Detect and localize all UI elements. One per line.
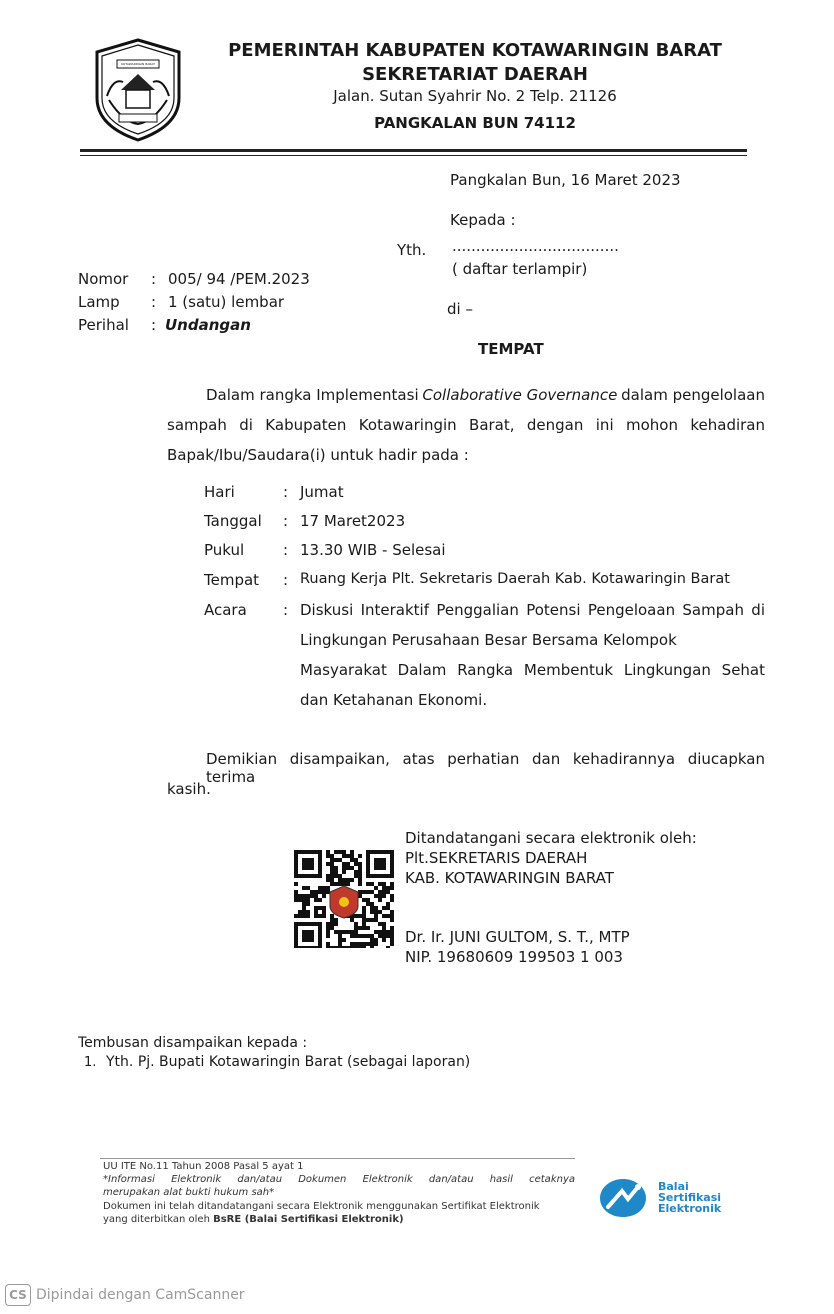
recipient-di: di – xyxy=(447,300,473,318)
signature-position: Plt.SEKRETARIS DAERAH xyxy=(405,849,588,867)
detail-pukul-label: Pukul xyxy=(204,541,245,559)
detail-acara-cont-3: dan Ketahanan Ekonomi. xyxy=(300,691,488,709)
letterhead-address: Jalan. Sutan Syahrir No. 2 Telp. 21126 xyxy=(333,87,617,105)
detail-tempat-sep: : xyxy=(283,571,289,589)
footer-law: UU ITE No.11 Tahun 2008 Pasal 5 ayat 1 xyxy=(103,1161,304,1172)
detail-tempat-value: Ruang Kerja Plt. Sekretaris Daerah Kab. Kotawaringin Barat xyxy=(300,571,730,587)
letterhead-secretariat: SEKRETARIAT DAERAH xyxy=(362,64,588,85)
footer-signed-note: Dokumen ini telah ditandatangani secara Elektronik menggunakan Sertifikat Elektronik xyxy=(103,1201,540,1212)
body-para1-line3: Bapak/Ibu/Saudara(i) untuk hadir pada : xyxy=(167,446,469,464)
signature-signed-by: Ditandatangani secara elektronik oleh: xyxy=(405,829,697,847)
recipient-tempat: TEMPAT xyxy=(478,340,544,358)
detail-hari-label: Hari xyxy=(204,483,235,501)
detail-acara-sep: : xyxy=(283,601,289,619)
detail-hari-value: Jumat xyxy=(300,483,344,501)
detail-acara-cont-1: Lingkungan Perusahaan Besar Bersama Kelompok xyxy=(300,631,677,649)
meta-nomor-value: 005/ 94 /PEM.2023 xyxy=(168,270,310,288)
signature-qr-code xyxy=(294,850,394,948)
footer-rule xyxy=(100,1158,575,1159)
logo-banner-text: KOTAWARINGIN BARAT xyxy=(121,62,155,66)
footer-italic-1: *Informasi Elektronik dan/atau Dokumen Elektronik dan/atau hasil cetaknya xyxy=(103,1174,575,1185)
detail-hari-sep: : xyxy=(283,483,289,501)
bsre-logo xyxy=(598,1177,648,1219)
meta-perihal-value: Undangan xyxy=(165,316,251,334)
footer-issuer xyxy=(103,1214,575,1225)
letter-date: Pangkalan Bun, 16 Maret 2023 xyxy=(450,171,681,189)
body-para1-em: Collaborative Governance xyxy=(422,386,618,404)
recipient-kepada: Kepada : xyxy=(450,211,516,229)
letterhead-government: PEMERINTAH KABUPATEN KOTAWARINGIN BARAT xyxy=(228,40,722,61)
recipient-dots: ................................... xyxy=(452,237,619,255)
detail-tanggal-label: Tanggal xyxy=(204,512,262,530)
meta-perihal-label: Perihal xyxy=(78,316,129,334)
cc-title: Tembusan disampaikan kepada : xyxy=(78,1035,308,1051)
body-para1-a: Dalam rangka Implementasi xyxy=(206,386,419,404)
meta-lamp-sep: : xyxy=(151,293,157,311)
body-para1-line1 xyxy=(206,386,765,404)
footer-italic-2: merupakan alat bukti hukum sah* xyxy=(103,1187,275,1198)
camscanner-text: Dipindai dengan CamScanner xyxy=(36,1287,245,1303)
body-para1-b: dalam pengelolaan xyxy=(621,386,765,404)
detail-tanggal-value: 17 Maret2023 xyxy=(300,512,406,530)
meta-perihal-sep: : xyxy=(151,316,157,334)
meta-lamp-value: 1 (satu) lembar xyxy=(168,293,285,311)
recipient-yth: Yth. xyxy=(397,241,427,259)
detail-acara-label: Acara xyxy=(204,601,247,619)
regency-logo xyxy=(93,38,183,142)
meta-nomor-label: Nomor xyxy=(78,270,129,288)
footer-issuer-name: BsRE (Balai Sertifikasi Elektronik) xyxy=(213,1214,404,1225)
footer-issuer-prefix: yang diterbitkan oleh xyxy=(103,1214,210,1225)
cc-item-text: Yth. Pj. Bupati Kotawaringin Barat (sebagai laporan) xyxy=(106,1054,471,1070)
letterhead-rule-thin xyxy=(80,155,747,156)
bsre-text-2: Sertifikasi xyxy=(658,1191,722,1204)
body-para1-line2: sampah di Kabupaten Kotawaringin Barat, dengan ini mohon kehadiran xyxy=(167,416,765,434)
bsre-text-3: Elektronik xyxy=(658,1202,722,1215)
meta-nomor-sep: : xyxy=(151,270,157,288)
letterhead-rule-thick xyxy=(80,149,747,152)
bsre-text-1: Balai xyxy=(658,1180,689,1193)
camscanner-badge: CS xyxy=(5,1284,31,1306)
detail-pukul-value: 13.30 WIB - Selesai xyxy=(300,541,446,559)
signature-nip: NIP. 19680609 199503 1 003 xyxy=(405,948,623,966)
cc-item-number: 1. xyxy=(84,1055,97,1070)
signature-name: Dr. Ir. JUNI GULTOM, S. T., MTP xyxy=(405,928,630,946)
detail-tanggal-sep: : xyxy=(283,512,289,530)
closing-line1: Demikian disampaikan, atas perhatian dan kehadirannya diucapkan terima xyxy=(206,750,765,786)
detail-acara-value: Diskusi Interaktif Penggalian Potensi Pengeloaan Sampah di xyxy=(300,601,765,619)
detail-pukul-sep: : xyxy=(283,541,289,559)
recipient-list-note: ( daftar terlampir) xyxy=(452,260,588,278)
signature-office: KAB. KOTAWARINGIN BARAT xyxy=(405,869,614,887)
detail-acara-cont-2: Masyarakat Dalam Rangka Membentuk Lingkungan Sehat xyxy=(300,661,765,679)
detail-tempat-label: Tempat xyxy=(204,571,260,589)
meta-lamp-label: Lamp xyxy=(78,293,120,311)
closing-line2: kasih. xyxy=(167,780,211,798)
letterhead-city: PANGKALAN BUN 74112 xyxy=(374,114,576,132)
